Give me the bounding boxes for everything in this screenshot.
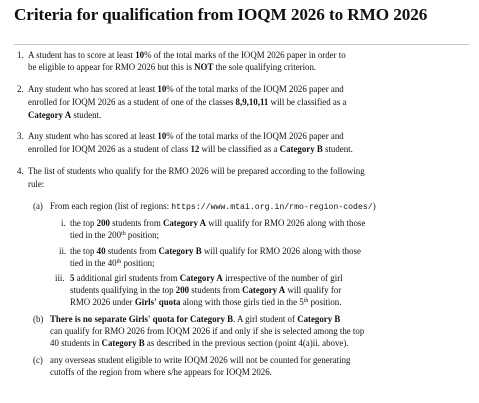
bold-text: 10 bbox=[135, 50, 145, 60]
bold-text: 200 bbox=[96, 218, 110, 228]
page-title: Criteria for qualification from IOQM 2026 to RMO 2026 bbox=[14, 5, 428, 24]
item-1-line-1: A student has to score at least 10% of the total marks of the IOQM 2026 paper in order to bbox=[28, 50, 346, 60]
bold-text: Girls' quota bbox=[134, 297, 181, 307]
bold-text: Category A bbox=[28, 110, 72, 120]
item-1-number: 1. bbox=[17, 50, 24, 60]
ordinal-superscript: th bbox=[303, 298, 309, 304]
sub-c-line-1: any overseas student eligible to write IOQM 2026 will not be counted for generating bbox=[50, 355, 351, 365]
sub-a-ii-line-1: the top 40 students from Category B will qualify for RMO 2026 along with those bbox=[70, 246, 361, 256]
ordinal-superscript: th bbox=[116, 259, 122, 265]
bold-text: Category A bbox=[179, 273, 223, 283]
ordinal-superscript: th bbox=[121, 231, 126, 237]
bold-text: 5 bbox=[70, 273, 75, 283]
sub-a-label: (a) bbox=[33, 201, 43, 211]
item-4-line-2: rule: bbox=[28, 179, 45, 189]
region-codes-url: https://www.mtai.org.in/rmo-region-codes/ bbox=[171, 203, 373, 212]
bold-text: Category A bbox=[242, 285, 286, 295]
item-2-line-1: Any student who has scored at least 10% of the total marks of the IOQM 2026 paper and bbox=[28, 84, 344, 94]
bold-text: 8,9,10,11 bbox=[235, 97, 269, 107]
bold-text: Category B bbox=[101, 338, 145, 348]
item-3-number: 3. bbox=[17, 131, 24, 141]
bold-text: 10 bbox=[157, 84, 167, 94]
sub-a-iii-label: iii. bbox=[55, 273, 65, 283]
bold-text: 12 bbox=[190, 144, 200, 154]
bold-text: Category B bbox=[158, 246, 202, 256]
sub-c-label: (c) bbox=[33, 355, 43, 365]
sub-a-i-label: i. bbox=[61, 218, 66, 228]
sub-b-line-2: can qualify for RMO 2026 from IOQM 2026 if and only if she is selected among the top bbox=[50, 326, 365, 336]
item-2-line-3: Category A student. bbox=[28, 110, 102, 120]
item-4-number: 4. bbox=[17, 166, 24, 176]
title-divider bbox=[14, 44, 469, 45]
item-4-line-1: The list of students who qualify for the RMO 2026 will be prepared according to the following bbox=[28, 166, 365, 176]
bold-text: There is no separate Girls' quota for Category B bbox=[50, 314, 234, 324]
sub-a-i-line-2: tied in the 200th position; bbox=[70, 230, 159, 240]
item-3-line-1: Any student who has scored at least 10% of the total marks of the IOQM 2026 paper and bbox=[28, 131, 344, 141]
sub-a-i-line-1: the top 200 students from Category A will qualify for RMO 2026 along with those bbox=[70, 218, 366, 228]
bold-text: NOT bbox=[194, 62, 214, 72]
bold-text: Category A bbox=[162, 218, 207, 228]
sub-c-line-2: cutoffs of the region from where s/he appears for IOQM 2026. bbox=[50, 367, 272, 377]
sub-a-ii-line-2: tied in the 40th position; bbox=[70, 258, 155, 268]
sub-a-ii-label: ii. bbox=[59, 246, 67, 256]
sub-b-line-1: There is no separate Girls' quota for Category B. A girl student of Category B bbox=[50, 314, 341, 324]
sub-b-line-3: 40 students in Category B as described in the previous section (point 4(a)ii. above). bbox=[50, 338, 349, 348]
sub-a-iii-line-2: students qualifying in the top 200 students from Category A will qualify for bbox=[70, 285, 342, 295]
item-1-line-2: be eligible to appear for RMO 2026 but this is NOT the sole qualifying criterion. bbox=[28, 62, 317, 72]
sub-b-label: (b) bbox=[33, 314, 44, 324]
bold-text: 40 bbox=[96, 246, 106, 256]
bold-text: Category B bbox=[279, 144, 323, 154]
sub-a-iii-line-1: 5 additional girl students from Category A irrespective of the number of girl bbox=[70, 273, 343, 283]
bold-text: 10 bbox=[157, 131, 167, 141]
bold-text: 200 bbox=[175, 285, 190, 295]
bold-text: Category B bbox=[297, 314, 341, 324]
item-2-line-2: enrolled for IOQM 2026 as a student of one of the classes 8,9,10,11 will be classified as a bbox=[28, 97, 347, 107]
item-3-line-2: enrolled for IOQM 2026 as a student of class 12 will be classified as a Category B student. bbox=[28, 144, 353, 154]
sub-a-line-1: From each region (list of regions: https://www.mtai.org.in/rmo-region-codes/) bbox=[50, 201, 376, 212]
item-2-number: 2. bbox=[17, 84, 24, 94]
sub-a-iii-line-3: RMO 2026 under Girls' quota along with those girls tied in the 5th position. bbox=[70, 297, 342, 307]
